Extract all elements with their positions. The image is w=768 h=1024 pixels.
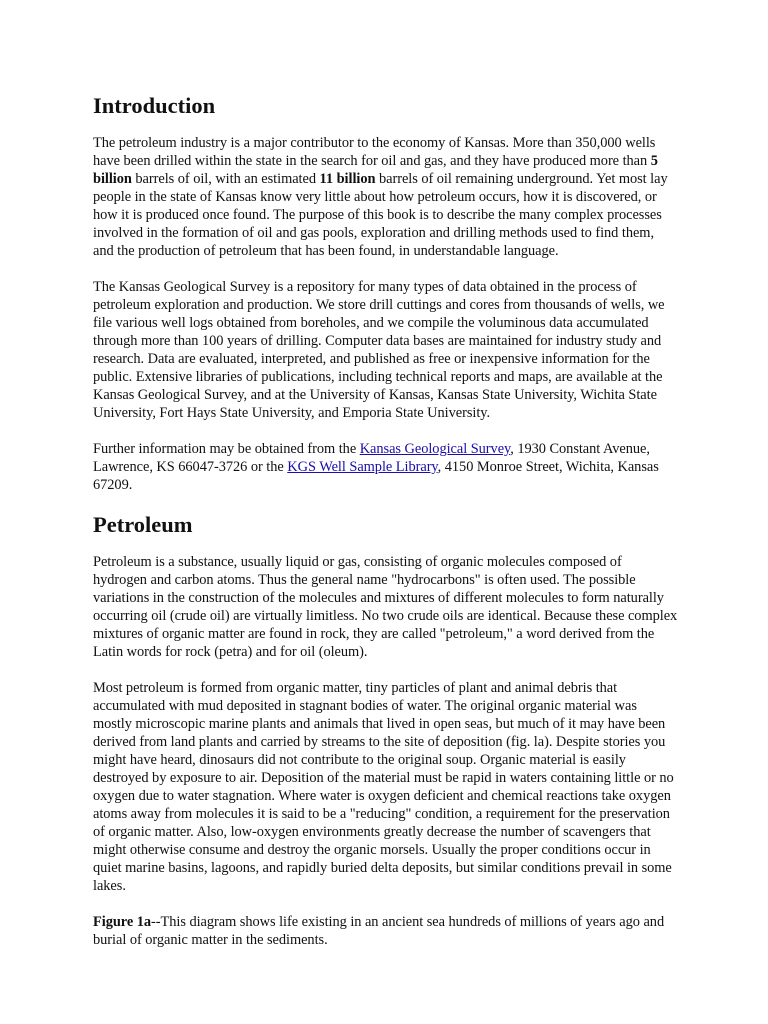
intro-p3-text-1: Further information may be obtained from the bbox=[93, 441, 360, 457]
intro-p1-text-2: barrels of oil, with an estimated bbox=[131, 171, 320, 187]
intro-p1-text-1: The petroleum industry is a major contributor to the economy of Kansas. More than 350,000 wells have been drilled within the state in the search for oil and gas, and they have produced more than bbox=[93, 135, 656, 169]
figure-caption-text: --This diagram shows life existing in an ancient sea hundreds of millions of years ago and burial of organic matter in the sediments. bbox=[93, 914, 665, 948]
intro-p1-bold-11-billion: 11 billion bbox=[319, 171, 376, 187]
petroleum-paragraph-2: Most petroleum is formed from organic matter, tiny particles of plant and animal debris that accumulated with mud deposited in stagnant bodies of water. The original organic material was mostly microscopic marine plants and animals that lived in open seas, but much of it may have been derived from land plants and carried by streams to the site of deposition (fig. la). Despite stories you might have heard, dinosaurs did not contribute to the original soup. Organic material is easily destroyed by exposure to air. Deposition of the material must be rapid in waters containing little or no oxygen due to water stagnation. Where water is oxygen deficient and chemical reactions take oxygen atoms away from molecules it is said to be a "reducing" condition, a requirement for the preservation of organic matter. Also, low-oxygen environments greatly decrease the number of scavengers that might otherwise consume and destroy the organic morsels. Usually the proper conditions occur in quiet marine basins, lagoons, and rapidly buried delta deposits, but similar conditions prevail in some lakes. bbox=[93, 680, 674, 894]
intro-p1-text-3: barrels of oil remaining underground. Yet most lay people in the state of Kansas know very little about how petroleum occurs, how it is discovered, or how it is produced once found. The purpose of this book is to describe the many complex processes involved in the formation of oil and gas pools, exploration and drilling methods used to find them, and the production of petroleum that has been found, in understandable language. bbox=[93, 171, 668, 259]
heading-introduction: Introduction bbox=[93, 93, 216, 118]
document-page bbox=[93, 92, 678, 967]
intro-p1-bold-5-billion: 5 billion bbox=[93, 153, 658, 187]
intro-paragraph-3 bbox=[93, 440, 678, 494]
intro-p3-text-3: , 4150 Monroe Street, Wichita, Kansas 67209. bbox=[93, 459, 659, 493]
figure-caption bbox=[93, 913, 678, 949]
intro-paragraph-1 bbox=[93, 134, 678, 260]
petroleum-paragraph-1: Petroleum is a substance, usually liquid or gas, consisting of organic molecules composed of hydrogen and carbon atoms. Thus the general name "hydrocarbons" is often used. The possible variations in the construction of the molecules and mixtures of different molecules to form naturally occurring oil (crude oil) are virtually limitless. No two crude oils are identical. Because these complex mixtures of organic matter are found in rock, they are called "petroleum," a word derived from the Latin words for rock (petra) and for oil (oleum). bbox=[93, 554, 678, 660]
intro-paragraph-2: The Kansas Geological Survey is a repository for many types of data obtained in the process of petroleum exploration and production. We store drill cuttings and cores from thousands of wells, we file various well logs obtained from boreholes, and we compile the voluminous data accumulated through more than 100 years of drilling. Computer data bases are maintained for industry study and research. Data are evaluated, interpreted, and published as free or inexpensive information for the public. Extensive libraries of publications, including technical reports and maps, are available at the Kansas Geological Survey, and at the University of Kansas, Kansas State University, Wichita State University, Fort Hays State University, and Emporia State University. bbox=[93, 279, 665, 421]
figure-caption-label: Figure 1a bbox=[93, 914, 152, 930]
heading-petroleum: Petroleum bbox=[93, 512, 193, 537]
intro-p3-text-2: , 1930 Constant Avenue, Lawrence, KS 66047-3726 or the bbox=[93, 441, 650, 475]
kgs-well-sample-library-link[interactable]: KGS Well Sample Library bbox=[287, 459, 438, 475]
kgs-link[interactable]: Kansas Geological Survey bbox=[359, 441, 511, 457]
